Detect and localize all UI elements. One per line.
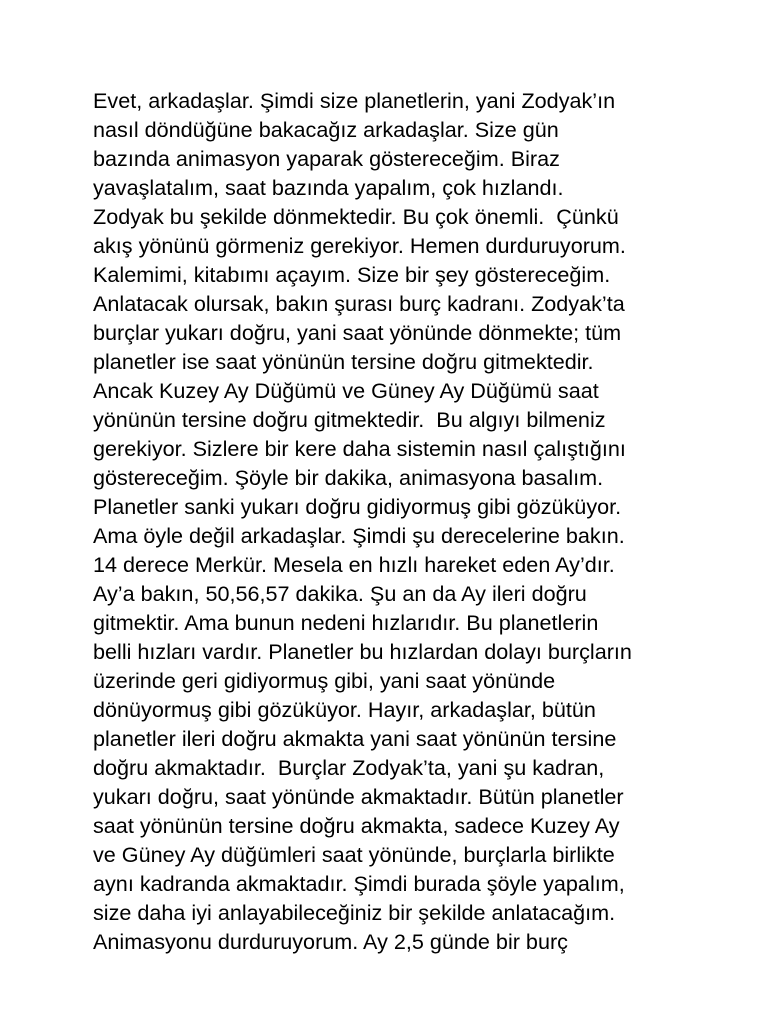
text-line: aynı kadranda akmaktadır. Şimdi burada şöyle yapalım, — [93, 871, 625, 896]
text-line: size daha iyi anlayabileceğiniz bir şekilde anlatacağım. — [93, 900, 616, 925]
text-line: planetler ise saat yönünün tersine doğru gitmektedir. — [93, 349, 594, 374]
text-line: yukarı doğru, saat yönünde akmaktadır. Bütün planetler — [93, 784, 624, 809]
text-line: yavaşlatalım, saat bazında yapalım, çok hızlandı. — [93, 175, 564, 200]
text-line: üzerinde geri gidiyormuş gibi, yani saat yönünde — [93, 668, 556, 693]
text-line: Ay’a bakın, 50,56,57 dakika. Şu an da Ay ileri doğru — [93, 581, 587, 606]
body-text — [93, 86, 693, 956]
text-line: Anlatacak olursak, bakın şurası burç kadranı. Zodyak’ta — [93, 291, 625, 316]
text-line: dönüyormuş gibi gözüküyor. Hayır, arkadaşlar, bütün — [93, 697, 596, 722]
text-line: 14 derece Merkür. Mesela en hızlı hareket eden Ay’dır. — [93, 552, 615, 577]
text-line: belli hızları vardır. Planetler bu hızlardan dolayı burçların — [93, 639, 632, 664]
text-line: yönünün tersine doğru gitmektedir. Bu algıyı bilmeniz — [93, 407, 606, 432]
text-line: nasıl döndüğüne bakacağız arkadaşlar. Size gün — [93, 117, 559, 142]
text-line: gerekiyor. Sizlere bir kere daha sistemin nasıl çalıştığını — [93, 436, 626, 461]
text-line: burçlar yukarı doğru, yani saat yönünde dönmekte; tüm — [93, 320, 622, 345]
text-line: göstereceğim. Şöyle bir dakika, animasyona basalım. — [93, 465, 604, 490]
text-line: Kalemimi, kitabımı açayım. Size bir şey göstereceğim. — [93, 262, 611, 287]
text-line: akış yönünü görmeniz gerekiyor. Hemen durduruyorum. — [93, 233, 626, 258]
text-line: Ama öyle değil arkadaşlar. Şimdi şu derecelerine bakın. — [93, 523, 625, 548]
text-line: saat yönünün tersine doğru akmakta, sadece Kuzey Ay — [93, 813, 620, 838]
text-line: Ancak Kuzey Ay Düğümü ve Güney Ay Düğümü saat — [93, 378, 599, 403]
text-line: Zodyak bu şekilde dönmektedir. Bu çok önemli. Çünkü — [93, 204, 619, 229]
text-line: doğru akmaktadır. Burçlar Zodyak’ta, yani şu kadran, — [93, 755, 605, 780]
text-line: Animasyonu durduruyorum. Ay 2,5 günde bir burç — [93, 929, 568, 954]
text-line: ve Güney Ay düğümleri saat yönünde, burçlarla birlikte — [93, 842, 615, 867]
text-line: bazında animasyon yaparak göstereceğim. Biraz — [93, 146, 560, 171]
text-line: gitmektir. Ama bunun nedeni hızlarıdır. Bu planetlerin — [93, 610, 599, 635]
text-line: Planetler sanki yukarı doğru gidiyormuş gibi gözüküyor. — [93, 494, 622, 519]
text-line: planetler ileri doğru akmakta yani saat yönünün tersine — [93, 726, 617, 751]
text-line: Evet, arkadaşlar. Şimdi size planetlerin, yani Zodyak’ın — [93, 88, 616, 113]
